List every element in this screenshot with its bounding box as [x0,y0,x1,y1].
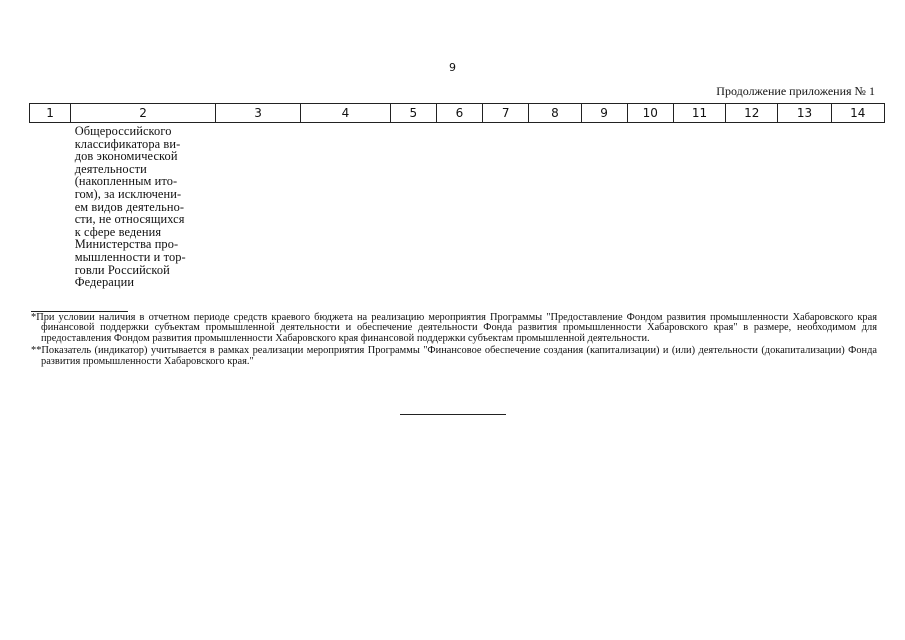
column-header: 5 [390,104,436,123]
column-header: 14 [831,104,884,123]
column-number-row [30,104,885,123]
footnotes [31,313,877,369]
footnote-1: *При условии наличия в отчетном периоде средств краевого бюджета на реализацию мероприятия Программы "Предоставление Фондом развития промышленности Хабаровского края финансовой поддержки субъектам промышленной деятельности и обеспечение деятельности Фонда развития промышленности Хабаровского края" в размере, необходимом для предоставления Фондом развития промышленности Хабаровского края финансовой поддержки субъектам промышленной деятельности. [31,312,877,344]
column-header: 7 [483,104,529,123]
column-header: 9 [581,104,627,123]
column-header: 3 [215,104,300,123]
footnote-2: **Показатель (индикатор) учитывается в рамках реализации мероприятия Программы "Финансовое обеспечение создания (капитализации) и (или) деятельности (докапитализации) Фонда развития промышленности Хабаровского края." [31,345,877,367]
column-header: 6 [436,104,482,123]
column-header: 8 [529,104,581,123]
column-header: 1 [30,104,71,123]
continuation-label: Продолжение приложения № 1 [716,84,875,98]
table-row [30,123,885,289]
column-header: 10 [627,104,673,123]
column-header: 13 [778,104,831,123]
indicators-table [29,103,885,289]
column-header: 11 [673,104,725,123]
end-divider [400,414,506,415]
column-header: 2 [71,104,216,123]
column-header: 12 [726,104,778,123]
page-number: 9 [449,61,456,74]
column-header: 4 [301,104,390,123]
indicator-name-cell: Общероссийского классификатора ви- дов экономической деятельности (накопленным ито- гом), за исключени- ем видов деятельно- сти, не относящихся к сфере ведения Министерства про- мышленности и тор- говли Российской Федерации [74,124,186,290]
